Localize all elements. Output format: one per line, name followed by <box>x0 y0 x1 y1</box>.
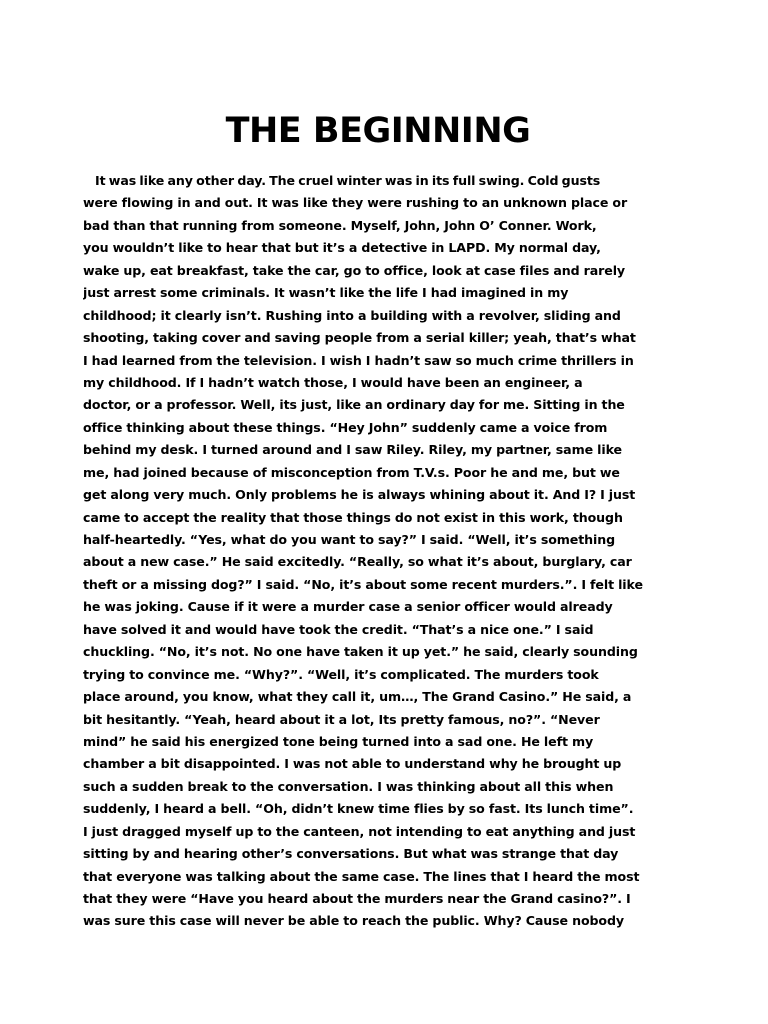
text-line: doctor, or a professor. Well, its just, like an ordinary day for me. Sitting in the <box>83 397 625 413</box>
text-line: office thinking about these things. “Hey John” suddenly came a voice from <box>83 419 608 435</box>
text-line: bad than that running from someone. Myself, John, John O’ Conner. Work, <box>83 217 597 233</box>
chapter-title: THE BEGINNING <box>225 111 531 151</box>
text-line: It was like any other day. The cruel winter was in its full swing. Cold gusts <box>95 173 601 188</box>
text-line: theft or a missing dog?” I said. “No, it’s about some recent murders.”. I felt like <box>83 576 643 592</box>
text-line: suddenly, I heard a bell. “Oh, didn’t knew time flies by so fast. Its lunch time”. <box>83 801 634 817</box>
text-line: I just dragged myself up to the canteen, not intending to eat anything and just <box>83 823 636 839</box>
text-line: chamber a bit disappointed. I was not able to understand why he brought up <box>83 756 622 772</box>
text-line: came to accept the reality that those things do not exist in this work, though <box>83 509 623 525</box>
text-line: you wouldn’t like to hear that but it’s a detective in LAPD. My normal day, <box>83 240 601 256</box>
text-line: that everyone was talking about the same case. The lines that I heard the most <box>83 868 640 884</box>
text-line: have solved it and would have took the credit. “That’s a nice one.” I said <box>83 621 594 637</box>
text-line: was sure this case will never be able to reach the public. Why? Cause nobody <box>83 913 624 929</box>
body-paragraph <box>83 170 675 933</box>
text-line: get along very much. Only problems he is always whining about it. And I? I just <box>83 487 636 503</box>
text-line: me, had joined because of misconception from T.V.s. Poor he and me, but we <box>83 464 620 480</box>
text-line: I had learned from the television. I wish I hadn’t saw so much crime thrillers in <box>83 352 634 368</box>
text-line: half-heartedly. “Yes, what do you want to say?” I said. “Well, it’s something <box>83 532 616 547</box>
text-line: just arrest some criminals. It wasn’t like the life I had imagined in my <box>83 285 569 301</box>
text-line: childhood; it clearly isn’t. Rushing into a building with a revolver, sliding and <box>83 307 621 323</box>
text-line: chuckling. “No, it’s not. No one have taken it up yet.” he said, clearly sounding <box>83 644 638 660</box>
text-line: mind” he said his energized tone being turned into a sad one. He left my <box>83 733 594 749</box>
text-line: were flowing in and out. It was like they were rushing to an unknown place or <box>83 195 628 211</box>
text-line: he was joking. Cause if it were a murder case a senior officer would already <box>83 599 613 615</box>
text-line: trying to convince me. “Why?”. “Well, it’s complicated. The murders took <box>83 666 599 682</box>
text-line: such a sudden break to the conversation. I was thinking about all this when <box>83 778 614 794</box>
text-line: place around, you know, what they call it, um…, The Grand Casino.” He said, a <box>83 689 632 705</box>
text-line: bit hesitantly. “Yeah, heard about it a lot, Its pretty famous, no?”. “Never <box>83 711 600 727</box>
text-line: sitting by and hearing other’s conversations. But what was strange that day <box>83 846 619 862</box>
text-line: behind my desk. I turned around and I saw Riley. Riley, my partner, same like <box>83 442 622 458</box>
text-line: that they were “Have you heard about the murders near the Grand casino?”. I <box>83 891 631 906</box>
text-line: my childhood. If I hadn’t watch those, I would have been an engineer, a <box>83 374 583 390</box>
text-line: wake up, eat breakfast, take the car, go to office, look at case files and rarely <box>83 262 626 278</box>
text-line: shooting, taking cover and saving people from a serial killer; yeah, that’s what <box>83 330 636 346</box>
text-line: about a new case.” He said excitedly. “Really, so what it’s about, burglary, car <box>83 554 632 570</box>
